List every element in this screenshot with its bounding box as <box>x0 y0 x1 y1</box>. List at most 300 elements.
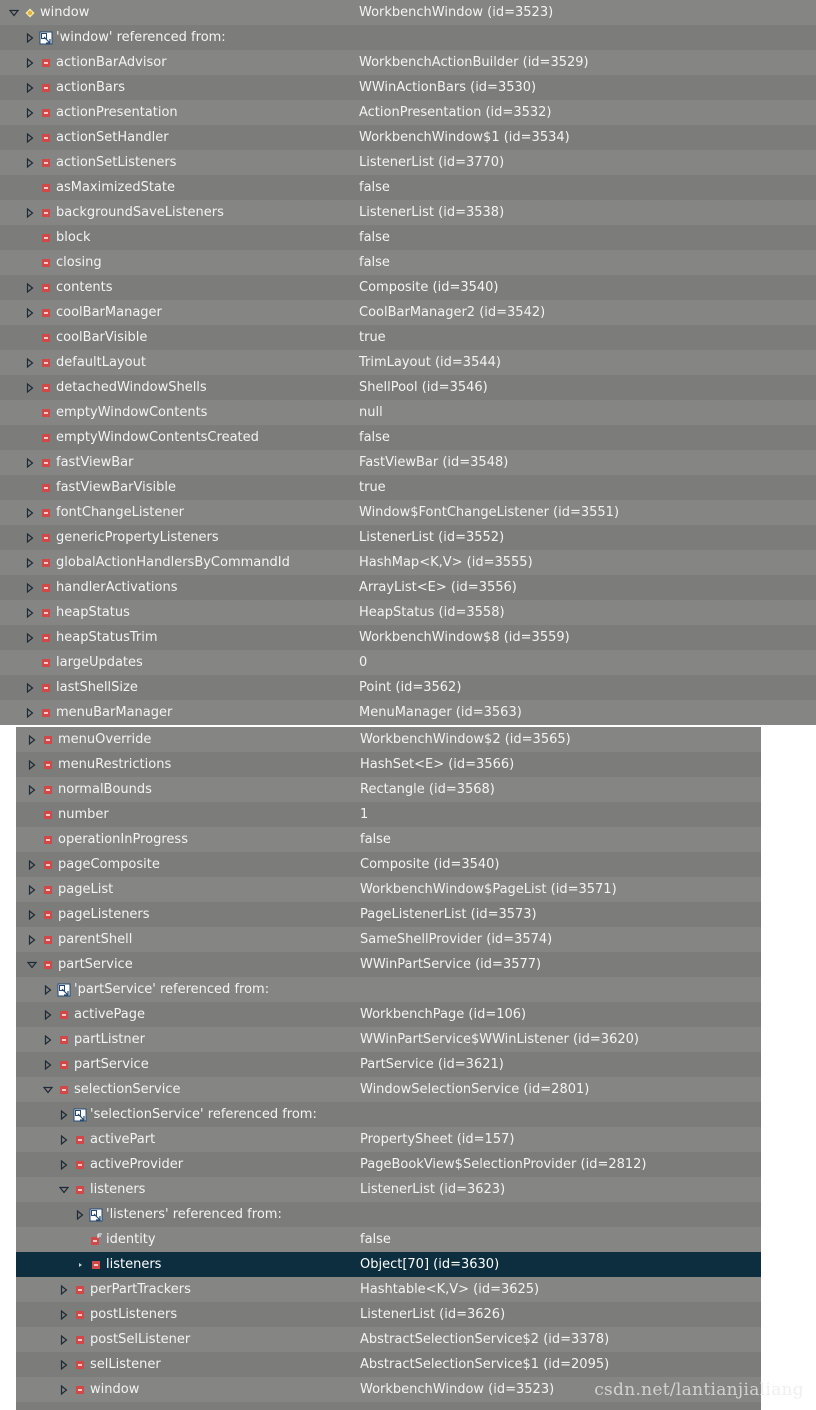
private-field-icon <box>40 857 56 873</box>
variable-name: actionPresentation <box>56 105 178 120</box>
expand-arrow-right-icon[interactable] <box>56 1332 72 1348</box>
row-lead <box>22 355 146 371</box>
row-lead <box>22 555 290 571</box>
expand-arrow-right-icon[interactable] <box>22 380 38 396</box>
tree-row[interactable] <box>0 50 816 75</box>
row-lead <box>24 857 160 873</box>
expand-arrow-right-icon[interactable] <box>40 1057 56 1073</box>
private-field-icon <box>38 355 54 371</box>
row-lead <box>22 405 207 421</box>
private-field-icon <box>38 155 54 171</box>
row-lead <box>22 55 167 71</box>
expand-arrow-right-icon[interactable] <box>24 732 40 748</box>
tree-row[interactable] <box>0 525 816 550</box>
row-lead <box>56 1332 190 1348</box>
variable-value: HeapStatus (id=3558) <box>359 605 505 620</box>
row-lead <box>22 330 147 346</box>
expand-arrow-right-icon[interactable] <box>72 1257 88 1273</box>
tree-row[interactable] <box>0 225 816 250</box>
variable-name: identity <box>106 1232 156 1247</box>
row-lead <box>24 757 171 773</box>
variable-value: PartService (id=3621) <box>360 1057 504 1072</box>
tree-row[interactable] <box>16 977 761 1002</box>
private-field-icon <box>40 782 56 798</box>
tree-row[interactable] <box>0 475 816 500</box>
private-field-icon <box>72 1382 88 1398</box>
tree-row[interactable] <box>0 325 816 350</box>
variable-value: Point (id=3562) <box>359 680 462 695</box>
variable-value: false <box>360 832 391 847</box>
private-final-field-icon <box>88 1232 104 1248</box>
variable-value: Window$FontChangeListener (id=3551) <box>359 505 620 520</box>
expand-arrow-right-icon[interactable] <box>22 130 38 146</box>
private-field-icon <box>40 757 56 773</box>
variable-name: activePart <box>90 1132 156 1147</box>
variable-value: Composite (id=3540) <box>360 857 500 872</box>
expand-arrow-right-icon[interactable] <box>24 757 40 773</box>
tree-row[interactable] <box>16 802 761 827</box>
variable-name: lastShellSize <box>56 680 138 695</box>
private-field-icon <box>38 480 54 496</box>
variable-value: WindowSelectionService (id=2801) <box>360 1082 590 1097</box>
tree-row[interactable] <box>0 25 816 50</box>
row-lead <box>56 1132 155 1148</box>
tree-row[interactable] <box>16 1202 761 1227</box>
variable-value: ListenerList (id=3770) <box>359 155 505 170</box>
row-lead <box>24 807 109 823</box>
private-field-icon <box>56 1082 72 1098</box>
private-field-icon <box>38 430 54 446</box>
row-lead <box>22 380 207 396</box>
expand-arrow-right-icon[interactable] <box>22 680 38 696</box>
expand-arrow-right-icon[interactable] <box>40 1007 56 1023</box>
expand-arrow-right-icon[interactable] <box>72 1207 88 1223</box>
private-field-icon <box>72 1157 88 1173</box>
row-lead <box>56 1307 177 1323</box>
variable-value: WWinActionBars (id=3530) <box>359 80 537 95</box>
expand-arrow-right-icon[interactable] <box>56 1282 72 1298</box>
private-field-icon <box>88 1257 104 1273</box>
variable-value: WWinPartService (id=3577) <box>360 957 542 972</box>
variable-value: false <box>359 230 390 245</box>
expand-arrow-right-icon[interactable] <box>24 857 40 873</box>
expand-arrow-right-icon[interactable] <box>56 1357 72 1373</box>
variable-value: WorkbenchWindow$2 (id=3565) <box>360 732 571 747</box>
variable-name: largeUpdates <box>56 655 143 670</box>
variable-name: fontChangeListener <box>56 505 184 520</box>
expand-arrow-right-icon[interactable] <box>22 155 38 171</box>
tree-row[interactable] <box>0 300 816 325</box>
variable-value: ActionPresentation (id=3532) <box>359 105 552 120</box>
variable-value: false <box>359 430 390 445</box>
variable-value: WorkbenchActionBuilder (id=3529) <box>359 55 589 70</box>
row-lead <box>56 1182 145 1198</box>
variable-name: emptyWindowContents <box>56 405 208 420</box>
tree-row[interactable] <box>16 1352 761 1377</box>
variable-name: heapStatus <box>56 605 130 620</box>
expand-arrow-right-icon[interactable] <box>56 1157 72 1173</box>
private-field-icon <box>38 305 54 321</box>
row-lead <box>22 505 184 521</box>
variable-name: operationInProgress <box>58 832 188 847</box>
private-field-icon <box>38 180 54 196</box>
variable-name: normalBounds <box>58 782 152 797</box>
variable-value: WorkbenchWindow$8 (id=3559) <box>359 630 570 645</box>
row-lead <box>72 1232 156 1248</box>
row-lead <box>24 882 113 898</box>
variable-value: ListenerList (id=3538) <box>359 205 505 220</box>
private-field-icon <box>38 705 54 721</box>
variable-name: selectionService <box>74 1082 181 1097</box>
variable-value: WorkbenchWindow$1 (id=3534) <box>359 130 570 145</box>
private-field-icon <box>40 807 56 823</box>
private-field-icon <box>38 555 54 571</box>
variable-value: PropertySheet (id=157) <box>360 1132 515 1147</box>
private-field-icon <box>40 957 56 973</box>
variable-name: asMaximizedState <box>56 180 175 195</box>
tree-row-selected[interactable] <box>16 1252 761 1277</box>
variable-name: parentShell <box>58 932 133 947</box>
expand-arrow-right-icon[interactable] <box>22 580 38 596</box>
row-lead <box>40 982 269 998</box>
tree-rows <box>16 727 761 1402</box>
variable-name: listeners <box>106 1257 162 1272</box>
row-lead <box>40 1032 145 1048</box>
variable-name: actionSetHandler <box>56 130 169 145</box>
twisty-spacer <box>22 655 38 671</box>
private-field-icon <box>38 655 54 671</box>
tree-row[interactable] <box>0 175 816 200</box>
twisty-spacer <box>22 430 38 446</box>
row-lead <box>22 105 178 121</box>
tree-row[interactable] <box>16 852 761 877</box>
tree-row[interactable] <box>0 0 816 25</box>
variable-value: true <box>359 330 386 345</box>
tree-row[interactable] <box>0 700 816 725</box>
expand-arrow-right-icon[interactable] <box>22 30 38 46</box>
expand-arrow-right-icon[interactable] <box>22 80 38 96</box>
references-icon <box>88 1207 104 1223</box>
expand-arrow-right-icon[interactable] <box>22 555 38 571</box>
variable-name: detachedWindowShells <box>56 380 207 395</box>
variable-value: AbstractSelectionService$2 (id=3378) <box>360 1332 610 1347</box>
tree-row[interactable] <box>0 575 816 600</box>
tree-row[interactable] <box>16 1177 761 1202</box>
tree-row[interactable] <box>16 1027 761 1052</box>
tree-row[interactable] <box>0 375 816 400</box>
private-field-icon <box>38 130 54 146</box>
private-field-icon <box>40 907 56 923</box>
variable-name: emptyWindowContentsCreated <box>56 430 259 445</box>
private-field-icon <box>56 1057 72 1073</box>
row-lead <box>22 580 178 596</box>
variable-value: HashSet<E> (id=3566) <box>360 757 515 772</box>
variable-name: handlerActivations <box>56 580 178 595</box>
tree-row[interactable] <box>0 100 816 125</box>
private-field-icon <box>72 1282 88 1298</box>
row-lead <box>22 30 226 46</box>
private-field-icon <box>72 1357 88 1373</box>
variable-name: activeProvider <box>90 1157 184 1172</box>
tree-row[interactable] <box>0 150 816 175</box>
private-field-icon <box>38 530 54 546</box>
variable-name: coolBarManager <box>56 305 162 320</box>
private-field-icon <box>38 330 54 346</box>
expand-arrow-down-icon[interactable] <box>40 1082 56 1098</box>
variable-value: WWinPartService$WWinListener (id=3620) <box>360 1032 639 1047</box>
expand-arrow-right-icon[interactable] <box>22 605 38 621</box>
variable-value: null <box>359 405 383 420</box>
variable-value: PageBookView$SelectionProvider (id=2812) <box>360 1157 647 1172</box>
variable-name: activePage <box>74 1007 145 1022</box>
tree-row[interactable] <box>0 125 816 150</box>
private-field-icon <box>72 1182 88 1198</box>
tree-row[interactable] <box>0 200 816 225</box>
variable-value: WorkbenchWindow (id=3523) <box>360 1382 555 1397</box>
variable-name: menuOverride <box>58 732 152 747</box>
expand-arrow-right-icon[interactable] <box>22 705 38 721</box>
row-lead <box>22 80 125 96</box>
tree-row[interactable] <box>16 927 761 952</box>
row-lead <box>24 957 133 973</box>
expand-arrow-right-icon[interactable] <box>22 205 38 221</box>
variable-name: postListeners <box>90 1307 178 1322</box>
private-field-icon <box>38 280 54 296</box>
expand-arrow-right-icon[interactable] <box>22 505 38 521</box>
variable-name: genericPropertyListeners <box>56 530 219 545</box>
expand-arrow-right-icon[interactable] <box>22 305 38 321</box>
variable-name: pageList <box>58 882 114 897</box>
variable-name: menuRestrictions <box>58 757 172 772</box>
row-lead <box>56 1382 139 1398</box>
row-lead <box>22 480 176 496</box>
row-lead <box>22 180 175 196</box>
expand-arrow-right-icon[interactable] <box>22 355 38 371</box>
tree-row[interactable] <box>0 250 816 275</box>
variable-name: contents <box>56 280 113 295</box>
references-icon <box>38 30 54 46</box>
tree-row[interactable] <box>16 1052 761 1077</box>
variable-name: fastViewBar <box>56 455 134 470</box>
variable-name: block <box>56 230 91 245</box>
object-diamond-icon <box>22 5 38 21</box>
private-field-icon <box>40 732 56 748</box>
tree-row[interactable] <box>0 500 816 525</box>
variable-name: actionBars <box>56 80 126 95</box>
tree-row[interactable] <box>16 1077 761 1102</box>
variable-name: selListener <box>90 1357 161 1372</box>
variable-value: 0 <box>359 655 368 670</box>
twisty-spacer <box>22 255 38 271</box>
twisty-spacer <box>22 230 38 246</box>
row-lead <box>56 1107 317 1123</box>
variable-name: backgroundSaveListeners <box>56 205 224 220</box>
variable-value: ArrayList<E> (id=3556) <box>359 580 517 595</box>
tree-row[interactable] <box>16 777 761 802</box>
variable-name: 'listeners' referenced from: <box>106 1207 282 1222</box>
tree-row[interactable] <box>16 1302 761 1327</box>
row-lead <box>22 155 176 171</box>
references-icon <box>56 982 72 998</box>
private-field-icon <box>38 105 54 121</box>
tree-row[interactable] <box>16 1277 761 1302</box>
variable-name: 'selectionService' referenced from: <box>90 1107 317 1122</box>
expand-arrow-right-icon[interactable] <box>40 1032 56 1048</box>
tree-row[interactable] <box>16 752 761 777</box>
row-lead <box>24 932 132 948</box>
variable-value: Object[70] (id=3630) <box>360 1257 500 1272</box>
expand-arrow-right-icon[interactable] <box>24 882 40 898</box>
variable-value: ListenerList (id=3552) <box>359 530 505 545</box>
variable-name: menuBarManager <box>56 705 173 720</box>
tree-row[interactable] <box>16 877 761 902</box>
variable-value: CoolBarManager2 (id=3542) <box>359 305 546 320</box>
row-lead <box>22 130 169 146</box>
tree-row[interactable] <box>0 350 816 375</box>
tree-row[interactable] <box>0 425 816 450</box>
private-field-icon <box>38 455 54 471</box>
expand-arrow-down-icon[interactable] <box>6 5 22 21</box>
tree-row[interactable] <box>16 1127 761 1152</box>
variable-name: closing <box>56 255 102 270</box>
variable-value: ListenerList (id=3626) <box>360 1307 506 1322</box>
row-lead <box>22 605 130 621</box>
tree-row[interactable] <box>0 650 816 675</box>
row-lead <box>72 1257 161 1273</box>
variable-name: 'partService' referenced from: <box>74 982 270 997</box>
expand-arrow-down-icon[interactable] <box>24 957 40 973</box>
variable-name: partListner <box>74 1032 145 1047</box>
expand-arrow-right-icon[interactable] <box>56 1382 72 1398</box>
variable-value: FastViewBar (id=3548) <box>359 455 509 470</box>
variable-name: fastViewBarVisible <box>56 480 176 495</box>
tree-row[interactable] <box>16 1002 761 1027</box>
tree-row[interactable] <box>0 625 816 650</box>
tree-row[interactable] <box>0 275 816 300</box>
private-field-icon <box>38 255 54 271</box>
tree-row[interactable] <box>0 400 816 425</box>
tree-row[interactable] <box>16 1102 761 1127</box>
row-lead <box>72 1207 282 1223</box>
expand-arrow-right-icon[interactable] <box>22 105 38 121</box>
private-field-icon <box>38 680 54 696</box>
variable-name: defaultLayout <box>56 355 146 370</box>
row-lead <box>22 655 143 671</box>
private-field-icon <box>38 630 54 646</box>
row-lead <box>22 205 224 221</box>
expand-arrow-right-icon[interactable] <box>24 907 40 923</box>
private-field-icon <box>72 1332 88 1348</box>
twisty-spacer <box>24 807 40 823</box>
variable-name: perPartTrackers <box>90 1282 191 1297</box>
variable-value: WorkbenchWindow$PageList (id=3571) <box>360 882 617 897</box>
row-lead <box>6 5 89 21</box>
variable-value: WorkbenchWindow (id=3523) <box>359 5 554 20</box>
row-lead <box>24 907 150 923</box>
variable-value: ListenerList (id=3623) <box>360 1182 506 1197</box>
row-lead <box>22 630 158 646</box>
row-lead <box>22 455 134 471</box>
variable-value: 1 <box>360 807 369 822</box>
variable-name: window <box>40 5 90 20</box>
expand-arrow-right-icon[interactable] <box>22 530 38 546</box>
tree-row[interactable] <box>16 952 761 977</box>
expand-arrow-right-icon[interactable] <box>22 455 38 471</box>
expand-arrow-down-icon[interactable] <box>56 1182 72 1198</box>
expand-arrow-right-icon[interactable] <box>24 932 40 948</box>
variable-name: window <box>90 1382 140 1397</box>
private-field-icon <box>38 405 54 421</box>
row-lead <box>56 1157 183 1173</box>
variable-name: 'window' referenced from: <box>56 30 226 45</box>
variable-value: Composite (id=3540) <box>359 280 499 295</box>
tree-row[interactable] <box>0 550 816 575</box>
twisty-spacer <box>24 832 40 848</box>
tree-row[interactable] <box>0 450 816 475</box>
expand-arrow-right-icon[interactable] <box>56 1107 72 1123</box>
expand-arrow-right-icon[interactable] <box>56 1132 72 1148</box>
row-lead <box>40 1082 180 1098</box>
tree-row[interactable] <box>0 675 816 700</box>
private-field-icon <box>56 1032 72 1048</box>
tree-row[interactable] <box>16 902 761 927</box>
expand-arrow-right-icon[interactable] <box>56 1307 72 1323</box>
expand-arrow-right-icon[interactable] <box>22 55 38 71</box>
tree-row[interactable] <box>16 827 761 852</box>
row-lead <box>24 832 188 848</box>
expand-arrow-right-icon[interactable] <box>22 630 38 646</box>
row-lead <box>40 1007 145 1023</box>
variable-name: coolBarVisible <box>56 330 148 345</box>
private-field-icon <box>38 505 54 521</box>
private-field-icon <box>72 1132 88 1148</box>
expand-arrow-right-icon[interactable] <box>40 982 56 998</box>
expand-arrow-right-icon[interactable] <box>24 782 40 798</box>
variable-name: partService <box>74 1057 149 1072</box>
variable-value: MenuManager (id=3563) <box>359 705 522 720</box>
private-field-icon <box>56 1007 72 1023</box>
watermark-text: csdn.net/lantianjialiang <box>594 1380 804 1400</box>
private-field-icon <box>40 832 56 848</box>
tree-row[interactable] <box>16 1327 761 1352</box>
variable-value: ShellPool (id=3546) <box>359 380 488 395</box>
variable-name: number <box>58 807 109 822</box>
variable-name: listeners <box>90 1182 146 1197</box>
tree-row[interactable] <box>0 600 816 625</box>
variable-value: false <box>359 255 390 270</box>
variable-name: actionBarAdvisor <box>56 55 167 70</box>
tree-row[interactable] <box>16 1152 761 1177</box>
private-field-icon <box>38 55 54 71</box>
variable-value: HashMap<K,V> (id=3555) <box>359 555 533 570</box>
tree-row[interactable] <box>16 1227 761 1252</box>
row-lead <box>24 782 152 798</box>
row-lead <box>56 1282 191 1298</box>
private-field-icon <box>72 1307 88 1323</box>
tree-row[interactable] <box>0 75 816 100</box>
expand-arrow-right-icon[interactable] <box>22 280 38 296</box>
row-lead <box>22 530 219 546</box>
private-field-icon <box>38 380 54 396</box>
twisty-spacer <box>22 405 38 421</box>
variable-name: pageComposite <box>58 857 160 872</box>
variable-name: actionSetListeners <box>56 155 177 170</box>
private-field-icon <box>38 605 54 621</box>
private-field-icon <box>38 230 54 246</box>
private-field-icon <box>38 80 54 96</box>
tree-row[interactable] <box>16 727 761 752</box>
row-lead <box>40 1057 149 1073</box>
